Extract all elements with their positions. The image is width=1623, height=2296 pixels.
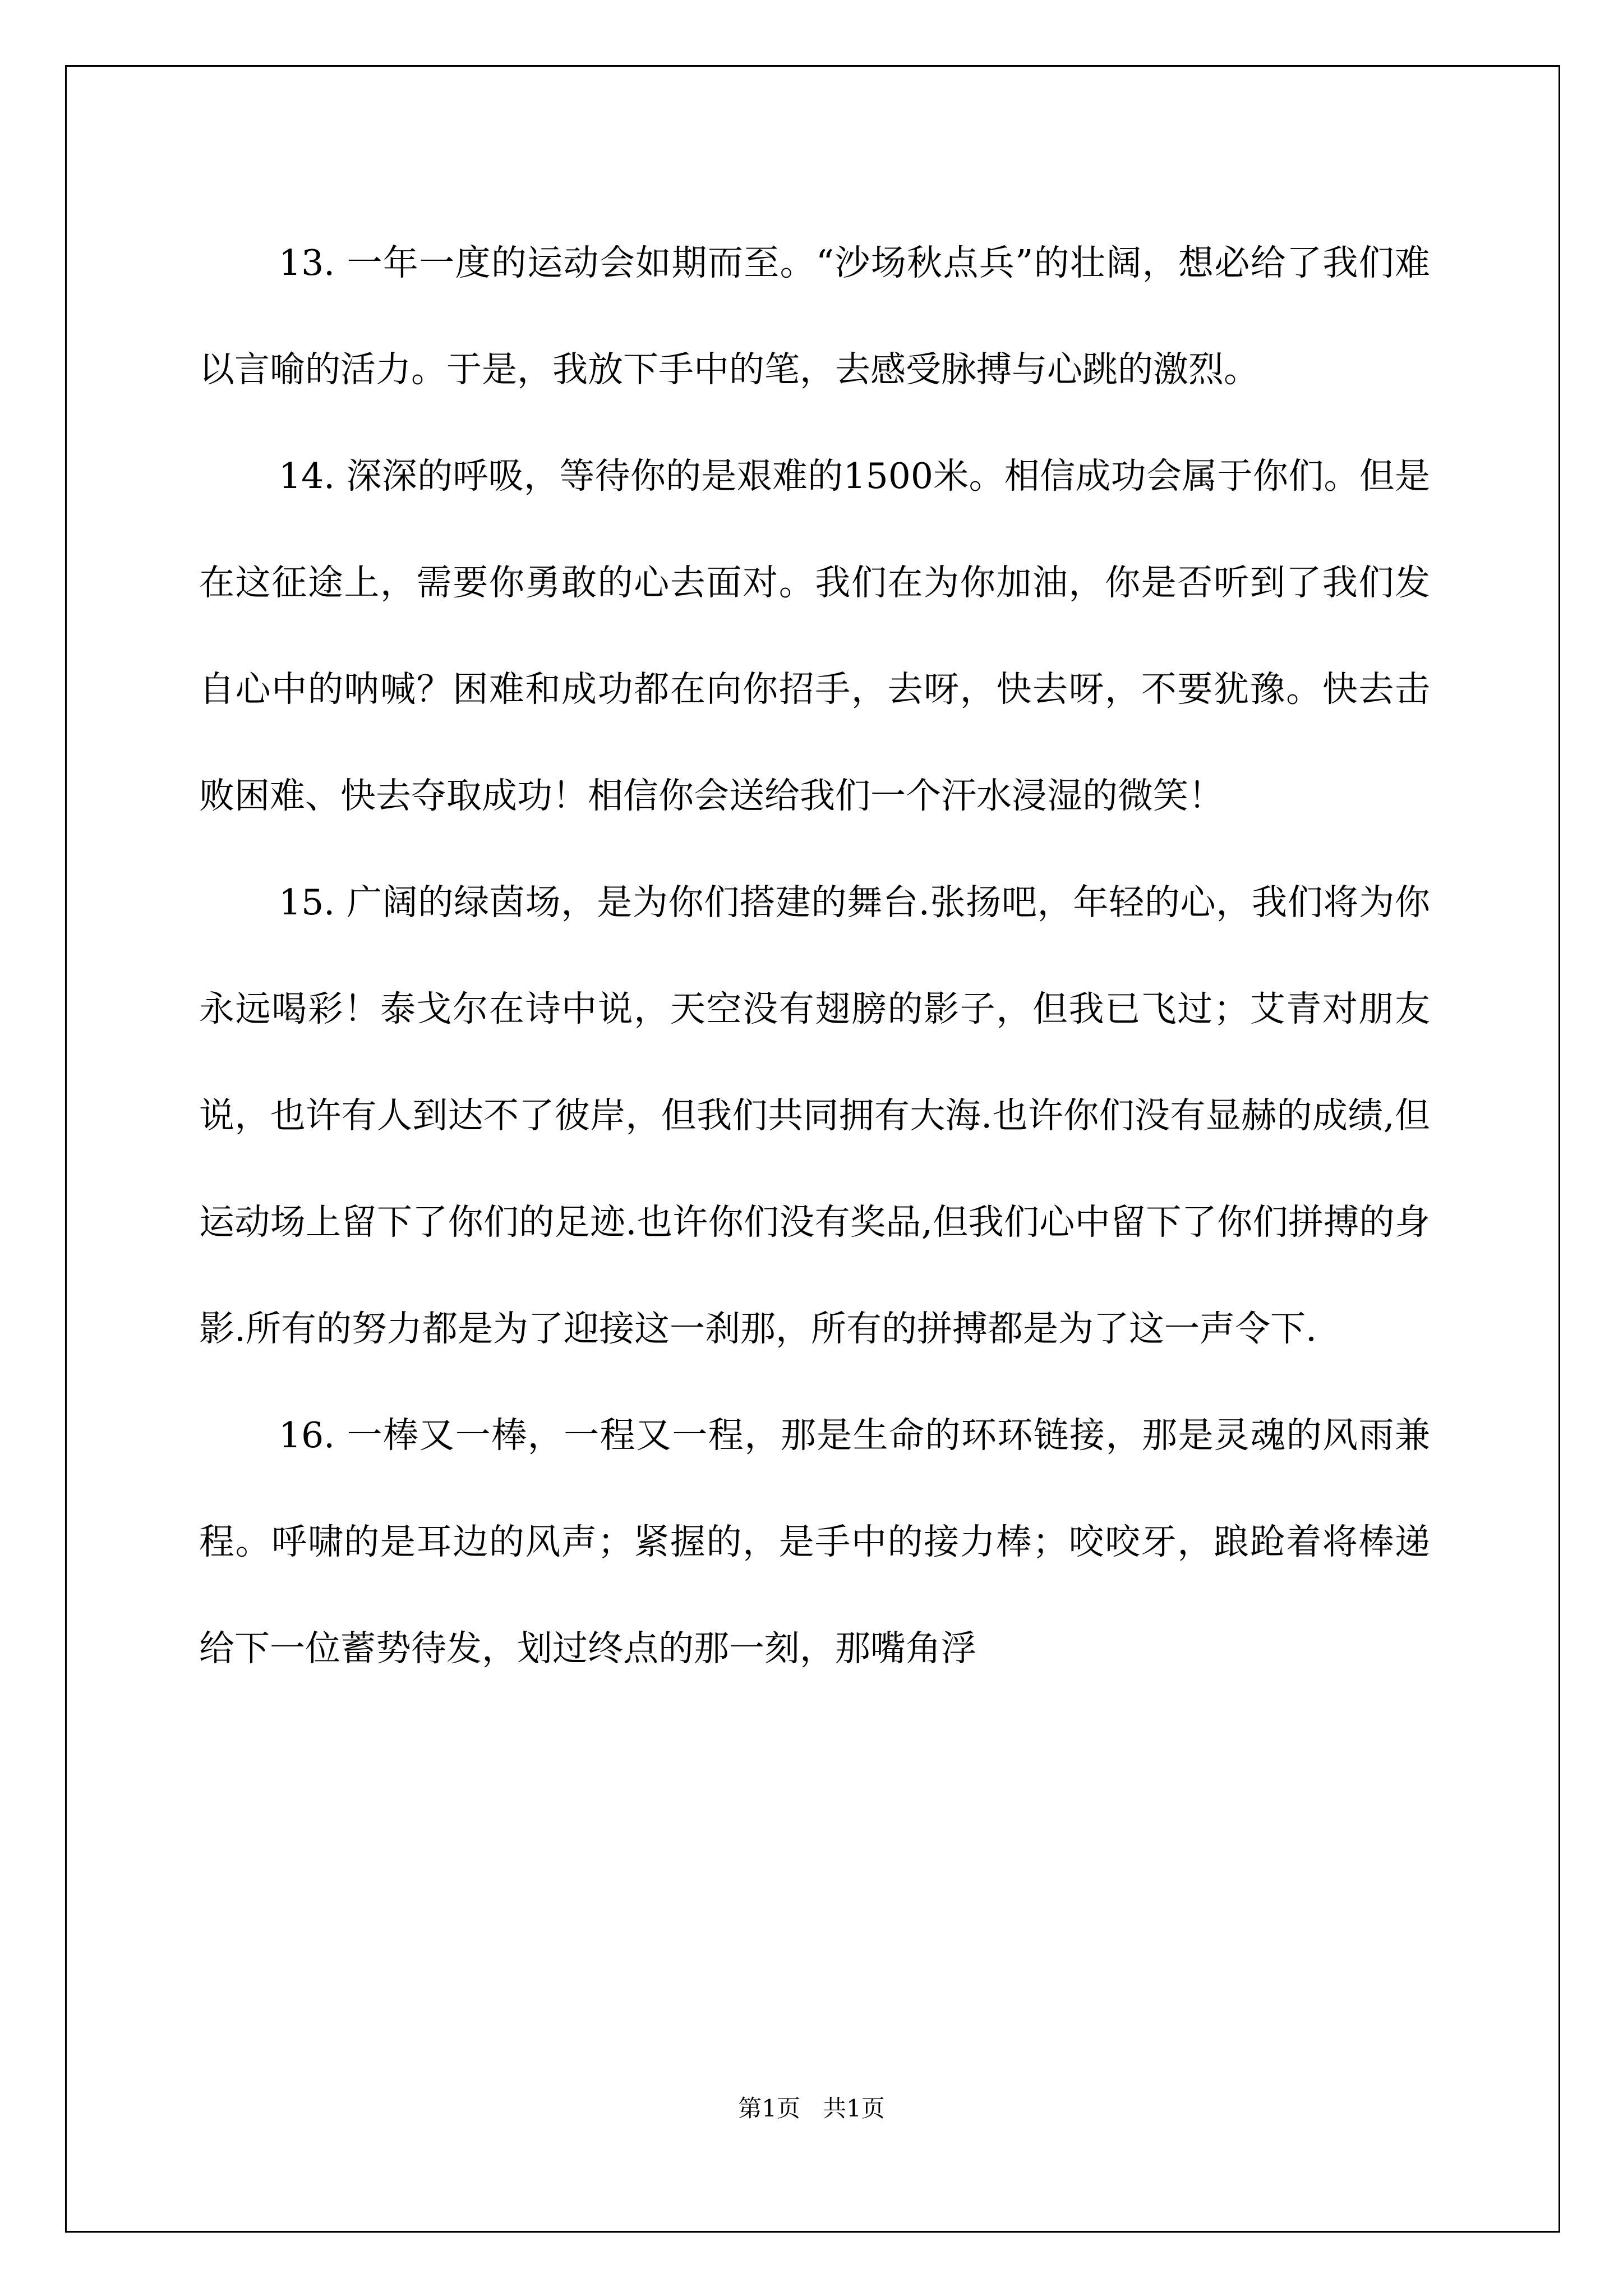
page-footer: 第1页 共1页 xyxy=(738,2095,885,2122)
document-body xyxy=(199,210,1430,1702)
paragraph-13: 13. 一年一度的运动会如期而至。“沙场秋点兵”的壮阔，想必给了我们难以言喻的活力。于是，我放下手中的笔，去感受脉搏与心跳的激烈。 xyxy=(199,242,1430,390)
paragraph-14: 14. 深深的呼吸，等待你的是艰难的1500米。相信成功会属于你们。但是在这征途上，需要你勇敢的心去面对。我们在为你加油，你是否听到了我们发自心中的呐喊？困难和成功都在向你招手，去呀，快去呀，不要犹豫。快去击败困难、快去夺取成功！相信你会送给我们一个汗水浸湿的微笑！ xyxy=(199,455,1430,816)
paragraph-15: 15. 广阔的绿茵场，是为你们搭建的舞台.张扬吧，年轻的心，我们将为你永远喝彩！泰戈尔在诗中说，天空没有翅膀的影子，但我已飞过；艾青对朋友说，也许有人到达不了彼岸，但我们共同拥有大海.也许你们没有显赫的成绩,但运动场上留下了你们的足迹.也许你们没有奖品,但我们心中留下了你们拼搏的身影.所有的努力都是为了迎接这一刹那，所有的拼搏都是为了这一声令下. xyxy=(199,882,1430,1349)
paragraph-16: 16. 一棒又一棒，一程又一程，那是生命的环环链接，那是灵魂的风雨兼程。呼啸的是耳边的风声；紧握的，是手中的接力棒；咬咬牙，踉跄着将棒递给下一位蓄势待发，划过终点的那一刻，那嘴角浮 xyxy=(199,1415,1430,1669)
